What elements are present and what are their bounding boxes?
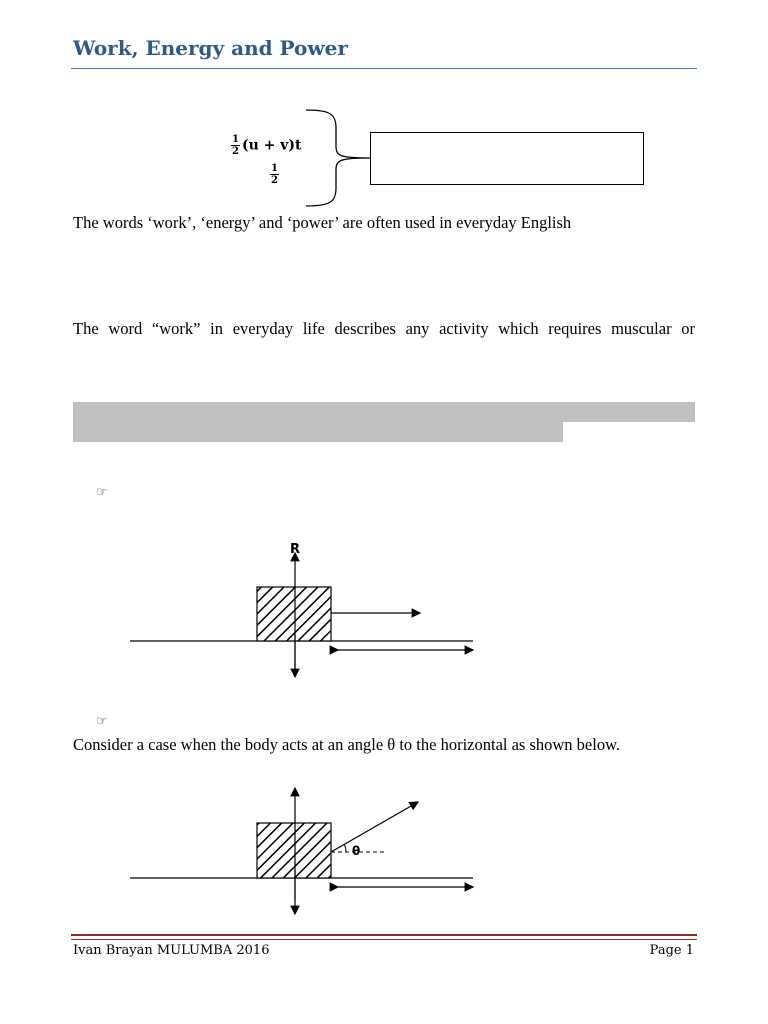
- pointing-hand-icon: ☞: [96, 485, 108, 500]
- footer-author: Ivan Brayan MULUMBA 2016: [73, 943, 270, 958]
- highlight-bar-top: [73, 402, 695, 422]
- half-denominator: 2: [271, 175, 278, 186]
- pointing-hand-icon: ☞: [96, 714, 108, 729]
- footer-divider-thick: [71, 934, 697, 936]
- force-diagram-horizontal: [120, 535, 490, 685]
- hatched-block: [257, 823, 331, 878]
- equation-fraction: [231, 134, 240, 157]
- title-divider: [71, 68, 697, 69]
- half-numerator: 1: [271, 163, 278, 174]
- hatched-block: [257, 587, 331, 641]
- angle-theta-label: θ: [352, 844, 361, 858]
- reaction-label: R: [289, 542, 301, 557]
- page-title: Work, Energy and Power: [73, 36, 348, 60]
- equation-half: [270, 163, 281, 186]
- highlight-bar-bottom: [73, 422, 563, 442]
- footer-divider-thin: [71, 939, 697, 940]
- paragraph-work-energy-power: The words ‘work’, ‘energy’ and ‘power’ are often used in everyday English: [73, 213, 572, 232]
- equation-answer-box: [370, 132, 644, 185]
- fraction-numerator: 1: [232, 134, 239, 145]
- paragraph-work-everyday: The word “work” in everyday life describes any activity which requires muscular or: [73, 319, 695, 338]
- half-fraction: [270, 163, 279, 186]
- force-diagram-angled: [120, 780, 490, 920]
- angle-arc: [344, 844, 346, 852]
- fraction-denominator: 2: [232, 146, 239, 157]
- footer-page-number: Page 1: [649, 943, 694, 958]
- equation-line: [231, 134, 301, 157]
- paragraph-angle-case: Consider a case when the body acts at an angle θ to the horizontal as shown below.: [73, 735, 621, 754]
- equation-expression: (u + v)t: [241, 137, 302, 154]
- curly-brace: [300, 106, 380, 210]
